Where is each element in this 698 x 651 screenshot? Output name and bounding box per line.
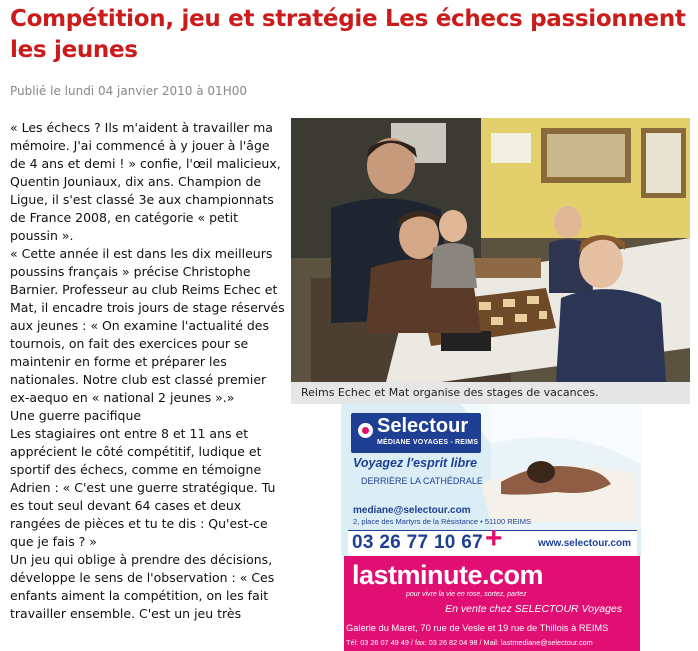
sun-icon [358, 423, 373, 438]
contact-line: Tél: 03 26 07 49 49 / fax: 03 26 82 04 98 / Mail: lastmediane@selectour.com [346, 638, 593, 647]
paragraph: « Les échecs ? Ils m'aident à travailler ma mémoire. J'ai commencé à y jouer à l'âge de 4 ans et demi ! » confie, l'œil malicieux, Quentin Jouniaux, dix ans. Champion de Ligue, il s'est classé 3e aux championnats de France 2008, en catégorie « petit poussin ». [10, 120, 281, 243]
ad-phone: 03 26 77 10 67 [352, 532, 483, 553]
lastminute-tagline: pour vivre la vie en rose, sortez, partez [406, 591, 527, 598]
ad-slogan: Voyagez l'esprit libre [353, 456, 478, 470]
photo-caption: Reims Echec et Mat organise des stages de vacances. [291, 382, 690, 404]
gallery-address: Galerie du Maret, 70 rue de Vesle et 19 rue de Thillois à REIMS [346, 623, 609, 633]
publish-date: Publié le lundi 04 janvier 2010 à 01H00 [10, 84, 247, 98]
paragraph: Un jeu qui oblige à prendre des décisions, développe le sens de l'observation : « Ces enfants aiment la compétition, on les fait travailler ensemble. C'est un jeu très [10, 552, 275, 621]
paragraph: Les stagiaires ont entre 8 et 11 ans et apprécient le côté compétitif, ludique et sportif des échecs, comme en témoigne Adrien : « C'est une guerre stratégique. Tu es tout seul devant 64 cases et deux rangées de pièces et tu te dis : Qu'est-ce que je fais ? » [10, 426, 276, 549]
subheading: Une guerre pacifique [10, 408, 142, 423]
brand-subtitle: MÉDIANE VOYAGES - REIMS [377, 439, 479, 446]
plus-icon: + [485, 522, 503, 555]
advertisement-banner[interactable] [341, 404, 641, 651]
ad-website: www.selectour.com [538, 538, 631, 549]
on-sale-text: En vente chez SELECTOUR Voyages [445, 603, 622, 615]
brand-name: Selectour [377, 415, 469, 437]
article-body [10, 119, 286, 623]
ad-location: DERRIÈRE LA CATHÉDRALE [361, 476, 483, 486]
ad-phone-bar [348, 522, 637, 557]
chess-players-illustration [291, 118, 690, 382]
article-photo [291, 118, 690, 382]
paragraph: « Cette année il est dans les dix meilleurs poussins français » précise Christophe Barnier. Professeur au club Reims Echec et Mat, il encadre trois jours de stage réservés aux jeunes : « On examine l'actualité des tournois, on fait des exercices pour se maintenir en forme et préparer les nationales. Notre club est classé premier ex-aequo en « national 2 jeunes ».» [10, 246, 285, 405]
lastminute-logo: lastminute.com [352, 560, 544, 590]
ad-email: mediane@selectour.com [353, 505, 471, 516]
ad-address: 2, place des Martyrs de la Résistance • 51100 REIMS [353, 517, 531, 526]
lastminute-panel [344, 556, 640, 651]
article-title: Compétition, jeu et stratégie Les échecs passionnent les jeunes [10, 6, 686, 63]
selectour-logo [351, 413, 481, 453]
